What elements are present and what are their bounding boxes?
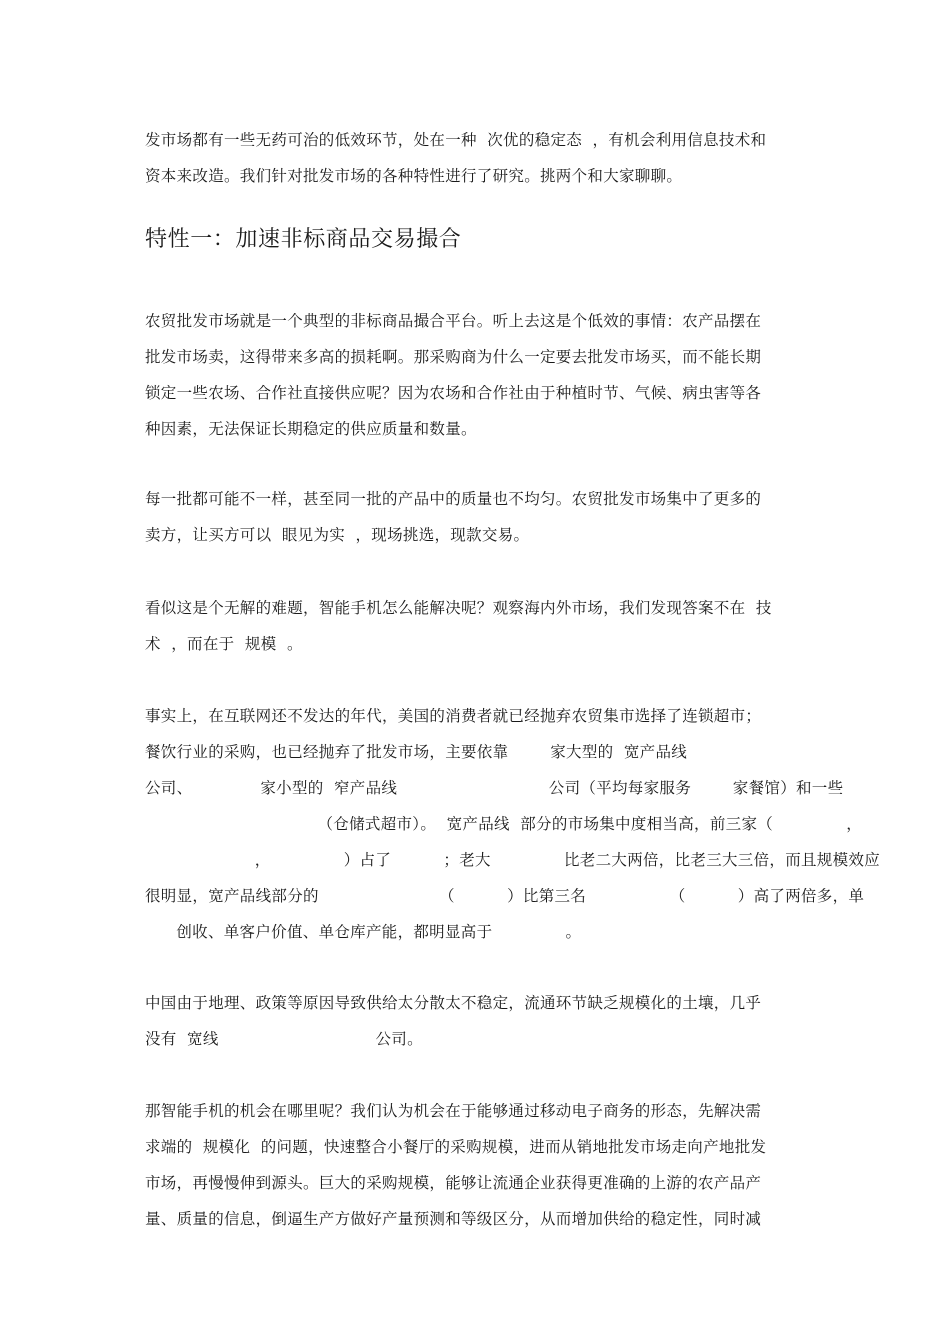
p4-line-3: 公司、 家小型的 窄产品线 公司（平均每家服务 家餐馆）和一些 xyxy=(145,779,844,797)
p3-line-2: 术 ，而在于 规模 。 xyxy=(145,635,303,653)
p1-line-3: 锁定一些农场、合作社直接供应呢？因为农场和合作社由于种植时节、气候、病虫害等各 xyxy=(145,384,762,402)
p6-line-2: 求端的 规模化 的问题，快速整合小餐厅的采购规模，进而从销地批发市场走向产地批发 xyxy=(145,1138,767,1156)
p6-line-4: 量、质量的信息，倒逼生产方做好产量预测和等级区分，从而增加供给的稳定性，同时减 xyxy=(145,1210,762,1228)
p4-line-6: 很明显，宽产品线部分的 （ ）比第三名 （ ）高了两倍多，单 xyxy=(145,887,865,905)
p4-line-2: 餐饮行业的采购，也已经抛弃了批发市场，主要依靠 家大型的 宽产品线 xyxy=(145,743,688,761)
p1-line-4: 种因素，无法保证长期稳定的供应质量和数量。 xyxy=(145,420,477,438)
p6-line-1: 那智能手机的机会在哪里呢？我们认为机会在于能够通过移动电子商务的形态，先解决需 xyxy=(145,1102,762,1120)
p6-line-3: 市场，再慢慢伸到源头。巨大的采购规模，能够让流通企业获得更准确的上游的农产品产 xyxy=(145,1174,762,1192)
p4-line-1: 事实上，在互联网还不发达的年代，美国的消费者就已经抛弃农贸集市选择了连锁超市； xyxy=(145,707,762,725)
p4-line-5: ， ）占了 ；老大 比老二大两倍，比老三大三倍，而且规模效应 xyxy=(145,851,880,869)
p1-line-2: 批发市场卖，这得带来多高的损耗啊。那采购商为什么一定要去批发市场买，而不能长期 xyxy=(145,348,762,366)
p3-line-1: 看似这是个无解的难题，智能手机怎么能解决呢？观察海内外市场，我们发现答案不在 技 xyxy=(145,599,772,617)
p1-line-1: 农贸批发市场就是一个典型的非标商品撮合平台。听上去这是个低效的事情：农产品摆在 xyxy=(145,312,762,330)
p5-line-1: 中国由于地理、政策等原因导致供给太分散太不稳定，流通环节缺乏规模化的土壤，几乎 xyxy=(145,994,762,1012)
section-heading: 特性一：加速非标商品交易撮合 xyxy=(145,227,462,252)
intro-line-2: 资本来改造。我们针对批发市场的各种特性进行了研究。挑两个和大家聊聊。 xyxy=(145,167,683,185)
p5-line-2: 没有 宽线 公司。 xyxy=(145,1030,423,1048)
p2-line-2: 卖方，让买方可以 眼见为实 ，现场挑选，现款交易。 xyxy=(145,526,530,544)
intro-line-1: 发市场都有一些无药可治的低效环节，处在一种 次优的稳定态 ，有机会利用信息技术和 xyxy=(145,131,767,149)
p4-line-7: 创收、单客户价值、单仓库产能，都明显高于 。 xyxy=(145,923,582,941)
p2-line-1: 每一批都可能不一样，甚至同一批的产品中的质量也不均匀。农贸批发市场集中了更多的 xyxy=(145,490,762,508)
p4-line-4: （仓储式超市）。 宽产品线 部分的市场集中度相当高，前三家（ ， xyxy=(145,815,863,833)
